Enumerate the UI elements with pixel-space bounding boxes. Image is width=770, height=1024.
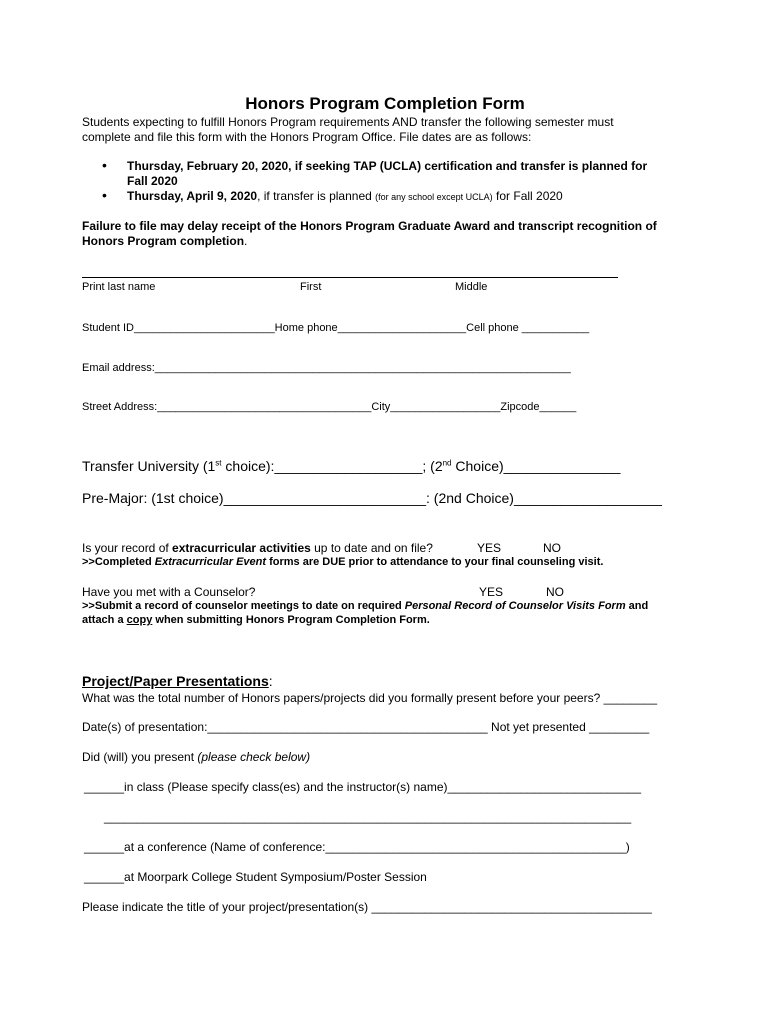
pre-major-field[interactable]: Pre-Major: (1st choice)__________________________: (2nd Choice)___________________ <box>82 490 662 506</box>
project-heading-colon: : <box>268 673 273 689</box>
intro-text-line-2: complete and file this form with the Honors Program Office. File dates are as follows: <box>82 130 532 144</box>
last-name-label: Print last name <box>82 281 156 293</box>
intro-text-line-1: Students expecting to fulfill Honors Program requirements AND transfer the following semester must <box>82 115 614 129</box>
counselor-question: Have you met with a Counselor? <box>82 585 256 599</box>
transfer-text-1: Transfer University (1 <box>82 458 216 474</box>
transfer-sup-1: st <box>215 458 222 468</box>
file-date-tap-line-1: Thursday, February 20, 2020, if seeking TAP (UCLA) certification and transfer is planned for <box>127 159 648 173</box>
extracurricular-note-post: forms are DUE prior to attendance to your final counseling visit. <box>266 556 604 568</box>
in-class-continuation-line[interactable]: _______________________________________________________________________________ <box>104 810 632 824</box>
did-you-present-text <box>82 750 310 765</box>
did-present-pre: Did (will) you present <box>82 750 198 764</box>
counselor-note2-pre: attach a <box>82 614 127 626</box>
counselor-note1-italic: Personal Record of Counselor Visits Form <box>404 600 626 612</box>
project-section-heading <box>82 673 273 691</box>
file-date-general <box>127 189 563 205</box>
transfer-text-2: choice):___________________; (2 <box>221 458 443 474</box>
counselor-note1-post: and <box>625 600 649 612</box>
presentation-dates-field[interactable]: Date(s) of presentation:__________________________________________ Not yet presented _________ <box>82 720 650 734</box>
extracurricular-question <box>82 541 433 556</box>
counselor-note2-copy: copy <box>126 614 153 626</box>
file-date-general-date: Thursday, April 9, 2020 <box>127 189 258 203</box>
symposium-option[interactable]: ______at Moorpark College Student Symposium/Poster Session <box>84 870 427 884</box>
extracurricular-note <box>82 555 603 570</box>
conference-option[interactable]: ______at a conference (Name of conference:_____________________________________________) <box>84 840 630 854</box>
counselor-no-option[interactable]: NO <box>546 585 564 599</box>
extracurricular-yes-option[interactable]: YES <box>477 541 502 555</box>
warning-period: . <box>244 234 248 248</box>
counselor-note-line-2 <box>82 613 430 628</box>
extracurricular-note-pre: >>Completed <box>82 556 155 568</box>
extracurricular-q-pre: Is your record of <box>82 541 173 555</box>
did-present-italic: (please check below) <box>197 750 311 764</box>
file-date-general-note: (for any school except UCLA) <box>375 192 493 202</box>
address-fields-row[interactable]: Street Address:___________________________________City__________________Zipcode______ <box>82 401 577 413</box>
bullet-icon: • <box>102 157 107 173</box>
counselor-yes-option[interactable]: YES <box>479 585 504 599</box>
project-title-field[interactable]: Please indicate the title of your project/presentation(s) __________________________________________ <box>82 900 652 914</box>
contact-fields-row[interactable]: Student ID_______________________Home phone_____________________Cell phone ___________ <box>82 322 590 334</box>
warning-line-2 <box>82 234 247 249</box>
form-title: Honors Program Completion Form <box>245 94 525 113</box>
counselor-note2-post: when submitting Honors Program Completion Form. <box>152 614 430 626</box>
file-date-general-end: for Fall 2020 <box>492 189 563 203</box>
warning-line-1: Failure to file may delay receipt of the Honors Program Graduate Award and transcript recognition of <box>82 219 657 233</box>
file-date-tap-line-2: Fall 2020 <box>127 174 178 188</box>
email-field[interactable]: Email address:____________________________________________________________________ <box>82 362 571 374</box>
name-input-line[interactable] <box>82 277 618 278</box>
file-date-general-text: , if transfer is planned <box>257 189 376 203</box>
extracurricular-q-post: up to date and on file? <box>310 541 433 555</box>
extracurricular-no-option[interactable]: NO <box>543 541 561 555</box>
transfer-university-field[interactable] <box>82 458 620 474</box>
transfer-sup-2: nd <box>442 458 452 468</box>
counselor-note1-pre: >>Submit a record of counselor meetings to date on required <box>82 600 405 612</box>
first-name-label: First <box>300 281 322 293</box>
warning-line-2-text: Honors Program completion <box>82 234 245 248</box>
counselor-note-line-1 <box>82 599 648 614</box>
project-heading-text: Project/Paper Presentations <box>82 673 269 689</box>
middle-name-label: Middle <box>455 281 488 293</box>
bullet-icon: • <box>102 187 107 203</box>
transfer-text-3: Choice)_______________ <box>451 458 621 474</box>
in-class-option[interactable]: ______in class (Please specify class(es) and the instructor(s) name)_____________________________ <box>84 780 642 794</box>
extracurricular-note-italic: Extracurricular Event <box>154 556 267 568</box>
extracurricular-q-bold: extracurricular activities <box>172 541 311 555</box>
total-presentations-field[interactable]: What was the total number of Honors papers/projects did you formally present before your peers? ________ <box>82 691 657 705</box>
